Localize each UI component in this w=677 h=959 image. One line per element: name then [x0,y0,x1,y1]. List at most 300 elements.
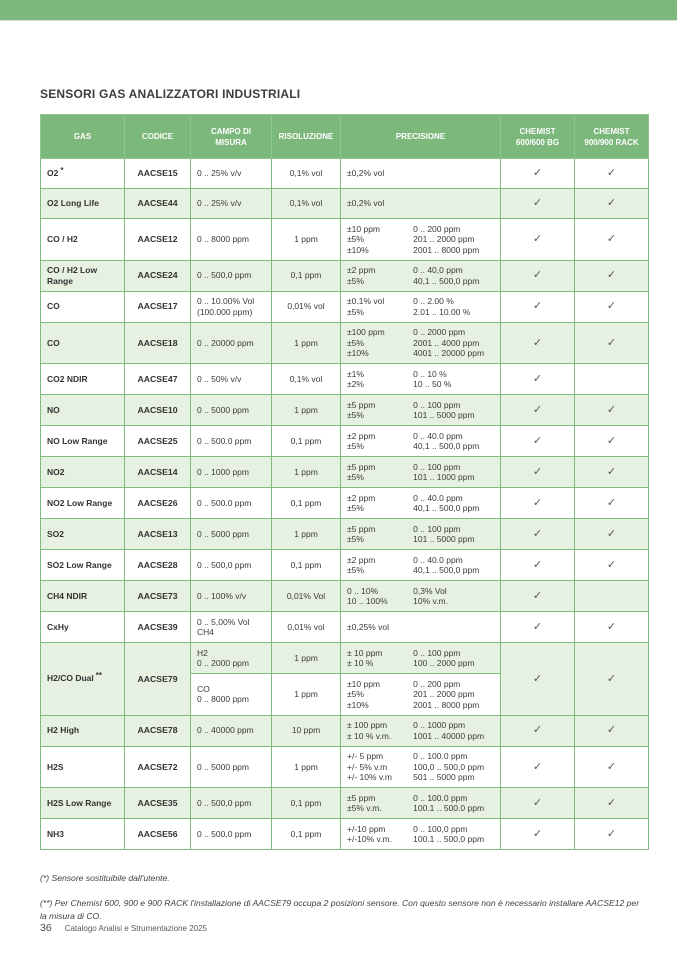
precisione-cell [341,746,501,788]
precision-range: 10 .. 50 % [413,379,452,389]
precision-tolerance: ±5 ppm [347,399,376,410]
precision-range: 40,1 .. 500,0 ppm [413,503,480,513]
precision-tolerance: ±10 ppm [347,223,381,234]
precision-pairs [347,400,494,421]
risoluzione-cell: 1 ppm [272,457,341,488]
codice-cell: AACSE28 [125,550,191,581]
gas-name: CO / H2 [47,234,78,244]
col-header-chemist-900: CHEMIST 900/900 RACK [575,115,649,159]
codice-cell: AACSE79 [125,643,191,716]
check-icon: ✓ [606,760,617,773]
chemist900-cell [575,159,649,189]
gas-name: O2 [47,167,59,178]
precision-pairs [347,369,494,390]
risoluzione-cell: 0,1 ppm [272,488,341,519]
table-row [41,260,649,291]
precision-range: 100 .. 2000 ppm [413,658,475,668]
check-icon: ✓ [532,233,543,245]
table-row [41,189,649,219]
precision-pairs [347,586,494,607]
risoluzione-cell: 0,1 ppm [272,819,341,850]
table-row [41,426,649,457]
precision-tolerance: ±100 ppm [347,327,385,337]
precision-range: 2001 .. 4000 ppm [413,337,480,348]
precision-pairs [347,327,494,359]
check-icon: ✓ [606,620,617,633]
precision-tolerance: ±5% [347,472,364,482]
chemist600-cell [501,612,575,643]
gas-name: NO2 Low Range [47,497,113,508]
campo-misura-cell: H2 0 .. 2000 ppm [191,643,272,674]
precisione-cell [341,819,501,850]
chemist900-cell [575,291,649,322]
precisione-cell [341,788,501,819]
precision-tolerance: ±5% v.m. [347,803,382,813]
precision-tolerance: ±5% [347,503,364,513]
chemist900-cell [575,322,649,364]
precision-tolerance: ±2 ppm [347,430,376,441]
gas-cell [41,715,125,746]
precision-range: 1001 .. 40000 ppm [413,730,485,741]
check-icon: ✓ [606,672,617,685]
gas-cell [41,395,125,426]
campo-misura-cell: 0 .. 5000 ppm [191,519,272,550]
chemist600-cell [501,395,575,426]
precisione-cell [341,519,501,550]
risoluzione-cell: 1 ppm [272,322,341,364]
chemist900-cell [575,746,649,788]
chemist600-cell [501,364,575,395]
gas-cell [41,426,125,457]
precision-pairs [347,622,494,633]
precisione-cell [341,715,501,746]
precision-range: 40,1 .. 500,0 ppm [413,565,480,575]
precision-range: 2.01 .. 10.00 % [413,306,471,317]
precision-pairs [347,524,494,545]
risoluzione-cell: 0,01% Vol [272,581,341,612]
precision-range: 0,3% Vol [413,585,447,596]
chemist600-cell [501,746,575,788]
check-icon: ✓ [532,672,543,685]
campo-misura-cell: 0 .. 10.00% Vol (100.000 ppm) [191,291,272,322]
precision-tolerance: ±5% [347,337,364,348]
precisione-cell [341,581,501,612]
check-icon: ✓ [532,336,543,349]
precision-pairs [347,679,494,711]
check-icon: ✓ [606,167,617,180]
gas-cell [41,260,125,291]
precisione-cell [341,260,501,291]
precision-pairs [347,168,494,179]
precision-tolerance: ±5% [347,689,364,699]
gas-name: CxHy [47,621,69,632]
chemist900-cell [575,643,649,716]
check-icon: ✓ [532,589,543,602]
footnote-user-replaceable: (*) Sensore sostituibile dall'utente. [40,873,170,883]
chemist600-cell [501,322,575,364]
check-icon: ✓ [532,827,543,840]
check-icon: ✓ [606,403,617,416]
precision-tolerance: ± 100 ppm [347,720,388,730]
table-row [41,550,649,581]
table-row [41,457,649,488]
check-icon: ✓ [606,233,617,245]
precisione-cell [341,364,501,395]
precisione-cell [341,219,501,261]
precision-range: 0 .. 1000 ppm [413,720,466,730]
codice-cell: AACSE25 [125,426,191,457]
campo-misura-cell: CO 0 .. 8000 ppm [191,674,272,716]
page-content [0,87,677,923]
precision-range: 0 .. 10 % [413,368,447,379]
codice-cell: AACSE14 [125,457,191,488]
risoluzione-cell: 1 ppm [272,643,341,674]
risoluzione-cell: 0,01% vol [272,612,341,643]
risoluzione-cell: 0,1 ppm [272,426,341,457]
precision-range: 0 .. 100.0 ppm [413,751,468,761]
gas-cell [41,322,125,364]
chemist900-cell [575,260,649,291]
gas-name: O2 Long Life [47,198,99,209]
check-icon: ✓ [606,796,617,809]
precision-tolerance: ±10% [347,699,369,710]
table-row [41,395,649,426]
table-row [41,788,649,819]
risoluzione-cell: 1 ppm [272,395,341,426]
check-icon: ✓ [532,724,543,737]
precision-range: 2001 .. 8000 ppm [413,244,480,255]
table-row [41,643,649,674]
table-row [41,612,649,643]
campo-misura-cell: 0 .. 500,0 ppm [191,819,272,850]
precision-pairs [347,224,494,256]
check-icon: ✓ [532,465,543,478]
precisione-cell [341,159,501,189]
codice-cell: AACSE56 [125,819,191,850]
precision-range: 0 .. 100 ppm [413,399,461,410]
risoluzione-cell: 1 ppm [272,519,341,550]
precision-pairs [347,265,494,286]
gas-footnote-marker: ** [95,671,102,680]
col-header-precisione: PRECISIONE [341,115,501,159]
chemist900-cell [575,189,649,219]
codice-cell: AACSE26 [125,488,191,519]
precision-range: 100,0 .. 500,0 ppm [413,761,485,772]
campo-misura-cell: 0 .. 40000 ppm [191,715,272,746]
gas-cell [41,746,125,788]
codice-cell: AACSE24 [125,260,191,291]
precision-tolerance: ±5% [347,534,364,544]
col-header-codice: CODICE [125,115,191,159]
precision-pairs [347,648,494,669]
sensors-table-body [41,159,649,850]
chemist900-cell [575,788,649,819]
gas-name: H2 High [47,725,80,736]
check-icon: ✓ [532,558,543,571]
top-green-bar [0,0,677,21]
campo-misura-cell: 0 .. 20000 ppm [191,322,272,364]
precision-tolerance: ±1% [347,368,364,379]
chemist600-cell [501,291,575,322]
precision-tolerance: ±5 ppm [347,792,376,803]
chemist900-cell [575,219,649,261]
precisione-cell [341,322,501,364]
precision-tolerance: ±0,2% vol [347,198,385,209]
precision-tolerance: ±10% [347,244,369,255]
precision-tolerance: ±2 ppm [347,492,376,503]
precision-range [413,168,494,179]
precision-range: 0 .. 40.0 ppm [413,430,463,441]
chemist600-cell [501,550,575,581]
header-row [41,115,649,159]
gas-name: CO [47,337,60,348]
gas-footnote-marker: * [60,165,64,175]
risoluzione-cell: 1 ppm [272,219,341,261]
gas-name: NO2 [47,466,65,477]
precision-tolerance: ±5 ppm [347,523,376,534]
precision-tolerance: ±5% [347,441,364,451]
check-icon: ✓ [606,465,617,478]
precision-range: 101 .. 5000 ppm [413,534,475,544]
precision-pairs [347,824,494,845]
check-icon: ✓ [606,496,617,509]
chemist600-cell [501,426,575,457]
chemist900-cell [575,364,649,395]
precision-tolerance: ±10% [347,348,369,358]
risoluzione-cell: 0,1% vol [272,189,341,219]
table-row [41,159,649,189]
precision-range [413,622,494,633]
chemist600-cell [501,715,575,746]
precision-range: 0 .. 40,0 ppm [413,265,463,275]
chemist900-cell [575,519,649,550]
precision-range: 0 .. 100 ppm [413,523,461,534]
check-icon: ✓ [532,796,543,809]
chemist900-cell [575,819,649,850]
chemist600-cell [501,819,575,850]
check-icon: ✓ [532,372,543,385]
precision-range: 0 .. 40.0 ppm [413,492,463,503]
gas-name: H2/CO Dual [47,673,94,683]
precision-pairs [347,296,494,317]
gas-cell [41,364,125,395]
gas-name: SO2 Low Range [47,559,112,570]
precision-tolerance: ±5% [347,234,364,244]
precisione-cell [341,674,501,716]
precisione-cell [341,612,501,643]
risoluzione-cell: 1 ppm [272,746,341,788]
risoluzione-cell: 0,1% vol [272,364,341,395]
precision-pairs [347,462,494,483]
check-icon: ✓ [606,300,617,313]
risoluzione-cell: 0,01% vol [272,291,341,322]
gas-cell [41,457,125,488]
precisione-cell [341,291,501,322]
precision-pairs [347,793,494,814]
gas-name: NH3 [47,828,65,839]
precision-tolerance: ±0,25% vol [347,621,389,632]
table-row [41,488,649,519]
campo-misura-cell: 0 .. 1000 ppm [191,457,272,488]
check-icon: ✓ [606,827,617,840]
chemist600-cell [501,519,575,550]
gas-cell [41,488,125,519]
campo-misura-cell: 0 .. 500.0 ppm [191,426,272,457]
precision-pairs [347,198,494,209]
check-icon: ✓ [532,269,543,282]
precision-range: 4001 .. 20000 ppm [413,348,485,358]
chemist900-cell [575,715,649,746]
chemist600-cell [501,581,575,612]
footnote-aacse79: (**) Per Chemist 600, 900 e 900 RACK l'installazione di AACSE79 occupa 2 posizioni sensore. Con questo sensore non è necessario installare AACSE12 per la misura di CO. [40,898,640,921]
precision-range [413,198,494,209]
sensors-table-header [41,115,649,159]
precision-range: 0 .. 100 ppm [413,461,461,472]
table-row [41,219,649,261]
codice-cell: AACSE10 [125,395,191,426]
precision-range: 0 .. 40.0 ppm [413,554,463,565]
gas-cell [41,291,125,322]
precision-range: 201 .. 2000 ppm [413,234,475,244]
campo-misura-cell: 0 .. 500,0 ppm [191,260,272,291]
table-row [41,519,649,550]
col-header-campo-di-misura: CAMPO DI MISURA [191,115,272,159]
precision-range: 501 .. 5000 ppm [413,772,475,782]
table-row [41,715,649,746]
chemist900-cell [575,550,649,581]
precision-tolerance: ±2 ppm [347,265,376,275]
campo-misura-cell: 0 .. 50% v/v [191,364,272,395]
check-icon: ✓ [532,496,543,509]
precision-tolerance: ±0.1% vol [347,296,385,306]
chemist900-cell [575,426,649,457]
campo-misura-cell: 0 .. 8000 ppm [191,219,272,261]
precision-range: 0 .. 200 ppm [413,678,461,689]
codice-cell: AACSE72 [125,746,191,788]
chemist600-cell [501,643,575,716]
precisione-cell [341,488,501,519]
precision-tolerance: ±2% [347,379,364,389]
precision-tolerance: ± 10 ppm [347,647,383,658]
check-icon: ✓ [532,300,543,313]
precision-range: 0 .. 100.0 ppm [413,792,468,803]
page-title: SENSORI GAS ANALIZZATORI INDUSTRIALI [40,87,301,101]
check-icon: ✓ [532,760,543,773]
gas-name: H2S [47,761,64,772]
campo-misura-cell: 0 .. 500,0 ppm [191,550,272,581]
precision-pairs [347,493,494,514]
codice-cell: AACSE13 [125,519,191,550]
gas-cell [41,819,125,850]
precision-range: 0 .. 200 ppm [413,223,461,234]
precision-tolerance: +/- 5% v.m [347,761,388,772]
codice-cell: AACSE35 [125,788,191,819]
check-icon: ✓ [606,527,617,540]
precision-pairs [347,555,494,576]
precision-tolerance: ±0,2% vol [347,168,385,179]
precision-tolerance: 10 .. 100% [347,596,388,606]
page-footer [40,922,207,934]
check-icon: ✓ [532,403,543,416]
gas-name: CO [47,301,60,312]
precision-range: 201 .. 2000 ppm [413,689,475,699]
gas-name: CO2 NDIR [47,373,88,384]
precision-tolerance: ±5% [347,565,364,575]
codice-cell: AACSE15 [125,159,191,189]
precision-range: 0 .. 100,0 ppm [413,823,468,834]
precision-range: 101 .. 5000 ppm [413,410,475,420]
precision-tolerance: ±5% [347,275,364,286]
check-icon: ✓ [532,167,543,180]
gas-cell [41,612,125,643]
precision-tolerance: ± 10 % v.m. [347,730,392,741]
campo-misura-cell: 0 .. 5000 ppm [191,395,272,426]
chemist600-cell [501,457,575,488]
gas-cell [41,788,125,819]
chemist900-cell [575,612,649,643]
table-row [41,746,649,788]
check-icon: ✓ [532,197,543,210]
precisione-cell [341,395,501,426]
chemist600-cell [501,260,575,291]
chemist900-cell [575,488,649,519]
page-number: 36 [40,922,52,934]
chemist900-cell [575,457,649,488]
risoluzione-cell: 0,1 ppm [272,260,341,291]
precision-tolerance: ±5% [347,306,364,317]
precisione-cell [341,643,501,674]
campo-misura-cell: 0 .. 25% v/v [191,159,272,189]
precisione-cell [341,550,501,581]
sensors-table [40,114,649,850]
gas-name: H2S Low Range [47,797,112,808]
chemist900-cell [575,581,649,612]
table-row [41,291,649,322]
precision-range: 101 .. 1000 ppm [413,472,475,482]
check-icon: ✓ [606,336,617,349]
check-icon: ✓ [606,197,617,210]
precision-tolerance: 0 .. 10% [347,585,379,596]
check-icon: ✓ [606,269,617,282]
precision-range: 0 .. 100 ppm [413,647,461,658]
table-row [41,322,649,364]
table-row [41,819,649,850]
gas-cell [41,581,125,612]
gas-cell [41,219,125,261]
gas-name: NO [47,404,60,415]
col-header-gas: GAS [41,115,125,159]
check-icon: ✓ [606,724,617,737]
precision-range: 10% v.m. [413,596,448,606]
chemist600-cell [501,189,575,219]
precision-range: 40,1 .. 500,0 ppm [413,441,480,451]
campo-misura-cell: 0 .. 25% v/v [191,189,272,219]
precision-tolerance: +/- 10% v.m [347,772,392,782]
precision-tolerance: ±5% [347,410,364,420]
precision-tolerance: +/-10% v.m. [347,834,392,844]
codice-cell: AACSE44 [125,189,191,219]
col-header-chemist-600: CHEMIST 600/600 BG [501,115,575,159]
codice-cell: AACSE39 [125,612,191,643]
chemist600-cell [501,788,575,819]
precision-tolerance: ±5 ppm [347,461,376,472]
precision-range: 0 .. 2000 ppm [413,327,466,337]
risoluzione-cell: 0,1 ppm [272,788,341,819]
precision-tolerance: +/-10 ppm [347,823,386,834]
campo-misura-cell: 0 .. 100% v/v [191,581,272,612]
precision-tolerance: ±2 ppm [347,554,376,565]
check-icon: ✓ [532,527,543,540]
